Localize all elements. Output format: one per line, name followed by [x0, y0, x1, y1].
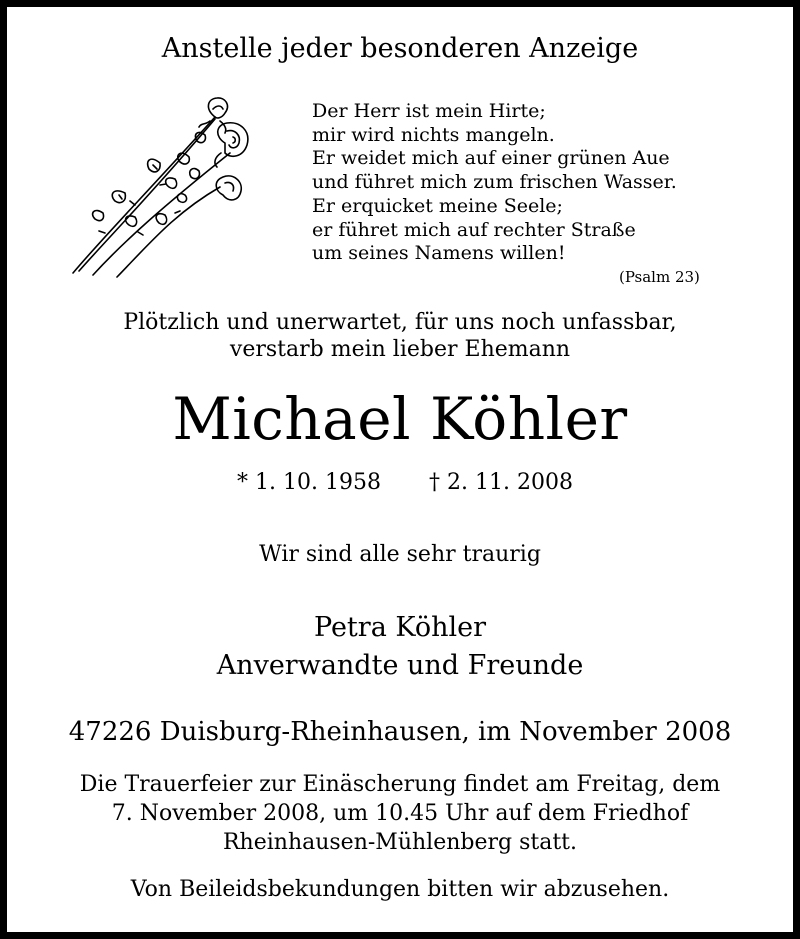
psalm-line: um seines Namens willen! — [312, 242, 566, 265]
mourner-relatives: Anverwandte und Freunde — [216, 650, 584, 681]
psalm-line: mir wird nichts mangeln. — [312, 123, 555, 146]
mourner-name: Petra Köhler — [314, 612, 486, 643]
psalm-reference: (Psalm 23) — [619, 268, 700, 286]
condolences-note: Von Beileidsbekundungen bitten wir abzusehen. — [130, 877, 670, 902]
death-date: † 2. 11. 2008 — [429, 470, 573, 495]
psalm-line: Er erquicket meine Seele; — [312, 194, 563, 217]
service-line-2: 7. November 2008, um 10.45 Uhr auf dem Friedhof — [111, 801, 689, 826]
intro-line-2: verstarb mein lieber Ehemann — [229, 337, 571, 362]
psalm-verse — [312, 100, 677, 266]
header-notice: Anstelle jeder besonderen Anzeige — [161, 33, 639, 64]
service-line-1: Die Trauerfeier zur Einäscherung findet am Freitag, dem — [79, 772, 721, 797]
psalm-line: Der Herr ist mein Hirte; — [312, 100, 546, 122]
service-line-3: Rheinhausen-Mühlenberg statt. — [222, 830, 578, 855]
roses-icon — [65, 95, 265, 280]
birth-date: * 1. 10. 1958 — [237, 470, 381, 495]
sorrow-line: Wir sind alle sehr traurig — [259, 542, 541, 567]
psalm-line: Er weidet mich auf einer grünen Aue — [312, 147, 670, 170]
place-date: 47226 Duisburg-Rheinhausen, im November 2008 — [68, 717, 732, 747]
psalm-line: und führet mich zum frischen Wasser. — [312, 171, 677, 194]
intro-line-1: Plötzlich und unerwartet, für uns noch unfassbar, — [123, 310, 677, 335]
psalm-line: er führet mich auf rechter Straße — [312, 218, 636, 241]
deceased-name: Michael Köhler — [172, 385, 628, 453]
